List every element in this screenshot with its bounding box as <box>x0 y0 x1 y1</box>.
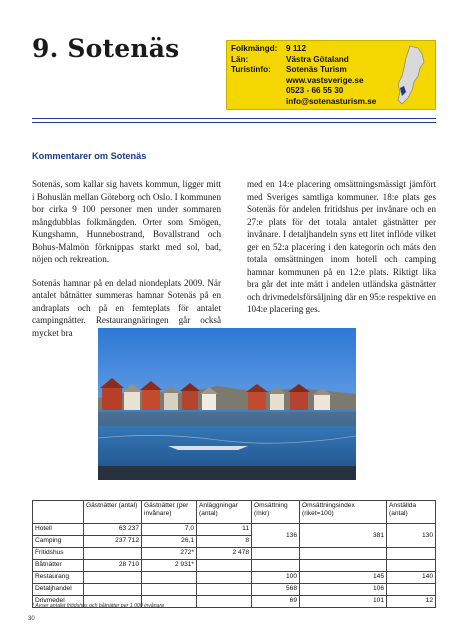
table-cell: 28 710 <box>84 560 142 572</box>
table-cell <box>387 560 436 572</box>
row-label: Drivmedel <box>33 596 84 608</box>
table-cell: 145 <box>300 572 387 584</box>
table-cell: 8 <box>197 536 252 548</box>
fact-box <box>226 40 436 110</box>
row-label: Detaljhandel <box>33 584 84 596</box>
table-cell <box>252 560 300 572</box>
table-cell: 106 <box>300 584 387 596</box>
fact-link[interactable]: www.vastsverige.se <box>286 75 364 85</box>
table-cell: 7,0 <box>142 524 197 536</box>
table-cell: 381 <box>300 524 387 548</box>
table-header-row <box>33 501 436 524</box>
column-header: Anläggningar (antal) <box>197 501 252 524</box>
fact-row <box>231 97 376 107</box>
text-column-right <box>247 178 436 327</box>
table-cell <box>387 584 436 596</box>
fact-phone: 0523 - 66 55 30 <box>286 86 344 95</box>
harbor-photo <box>98 328 356 480</box>
column-header: Gästnätter (per invånare) <box>142 501 197 524</box>
fact-row <box>231 86 343 96</box>
divider <box>32 118 436 119</box>
page-title: 9. Sotenäs <box>32 34 180 63</box>
column-header: Gästnätter (antal) <box>84 501 142 524</box>
table-row <box>33 572 436 584</box>
table-cell: 12 <box>387 596 436 608</box>
fact-row <box>231 55 349 65</box>
table-cell: 568 <box>252 584 300 596</box>
row-label: Hotell <box>33 524 84 536</box>
fact-value: Västra Götaland <box>286 54 349 64</box>
table-cell: 100 <box>252 572 300 584</box>
table-cell <box>84 572 142 584</box>
column-header: Anställda (antal) <box>387 501 436 524</box>
table-cell <box>252 548 300 560</box>
fact-row <box>231 65 347 75</box>
table-cell <box>300 560 387 572</box>
column-header: Omsättningsindex (riket=100) <box>300 501 387 524</box>
table-cell: 237 712 <box>84 536 142 548</box>
table-cell <box>84 548 142 560</box>
text-column-left <box>32 178 221 350</box>
table-cell: 63 237 <box>84 524 142 536</box>
table-cell <box>84 584 142 596</box>
fact-key: Folkmängd: <box>231 44 278 53</box>
sweden-map-icon <box>388 44 432 108</box>
row-label: Restaurang <box>33 572 84 584</box>
table-cell: 69 <box>252 596 300 608</box>
table-cell: 2 478 <box>197 548 252 560</box>
fact-key: Län: <box>231 54 249 64</box>
table-cell: 101 <box>300 596 387 608</box>
table-cell <box>197 572 252 584</box>
fact-row <box>231 44 306 54</box>
fact-email[interactable]: info@sotenasturism.se <box>286 96 377 106</box>
section-heading: Kommentarer om Sotenäs <box>32 151 147 161</box>
table-cell: 11 <box>197 524 252 536</box>
table-row <box>33 548 436 560</box>
table-cell: 140 <box>387 572 436 584</box>
table-cell: 2 931* <box>142 560 197 572</box>
table-cell <box>197 596 252 608</box>
fact-row <box>231 76 364 86</box>
table-row <box>33 584 436 596</box>
row-label: Fritidshus <box>33 548 84 560</box>
table-cell <box>197 584 252 596</box>
table-cell: 272* <box>142 548 197 560</box>
table-cell <box>142 584 197 596</box>
fact-value: 9 112 <box>286 44 307 53</box>
statistics-table <box>32 500 436 608</box>
divider <box>32 122 436 123</box>
fact-key: Turistinfo: <box>231 65 271 74</box>
table-cell <box>142 572 197 584</box>
table-cell <box>387 548 436 560</box>
table-cell <box>300 548 387 560</box>
column-header: Omsättning (mkr) <box>252 501 300 524</box>
paragraph: Sotenäs hamnar på en delad niondeplats 2009. När antalet båtnätter summeras hamnar Sotenäs på en andraplats och på en femteplats för antalet campingnätter. Restaurangnäringen går också mycket bra <box>32 277 221 338</box>
column-header <box>33 501 84 524</box>
table-row <box>33 524 436 536</box>
table-footnote: * Avser antalet fritidshus och båtnätter per 1 000 invånare <box>32 603 165 609</box>
table-cell: 130 <box>387 524 436 548</box>
table-cell: 26,1 <box>142 536 197 548</box>
row-label: Båtnätter <box>33 560 84 572</box>
table-cell: 136 <box>252 524 300 548</box>
fact-value: Sotenäs Turism <box>286 65 347 74</box>
paragraph: med en 14:e placering omsättningsmässigt jämfört med Sveriges samtliga kommuner. 18:e plats ges Sotenäs för andelen fritidshus per invånare och en 27:e plats för det totala antalet gästnätter per invånare. I detaljhandeln syns ett litet inflöde vilket ger en 52:a placering i den kategorin och mäts den totala omsättningen inom hotell och camping hamnar kommunen på en 12:e plats. Riktigt lika bra går det inte mätt i andelen utländska gästnätter och drivmedelsförsäljning där en 95:e respektive en 104:e placering ges. <box>247 179 436 314</box>
page-number: 30 <box>28 616 35 622</box>
paragraph: Sotenäs, som kallar sig havets kommun, ligger mitt i Bohuslän mellan Göteborg och Oslo. I kommunen bor cirka 9 100 personer men under sommaren mångdubblas folkmängden. Orter som Smögen, Kungshamn, Hunnebostrand, Bovallstrand och Bohus-Malmön förknippas starkt med sol, bad, nöjen och rekreation. <box>32 179 221 264</box>
row-label: Camping <box>33 536 84 548</box>
table-row <box>33 560 436 572</box>
table-cell <box>197 560 252 572</box>
